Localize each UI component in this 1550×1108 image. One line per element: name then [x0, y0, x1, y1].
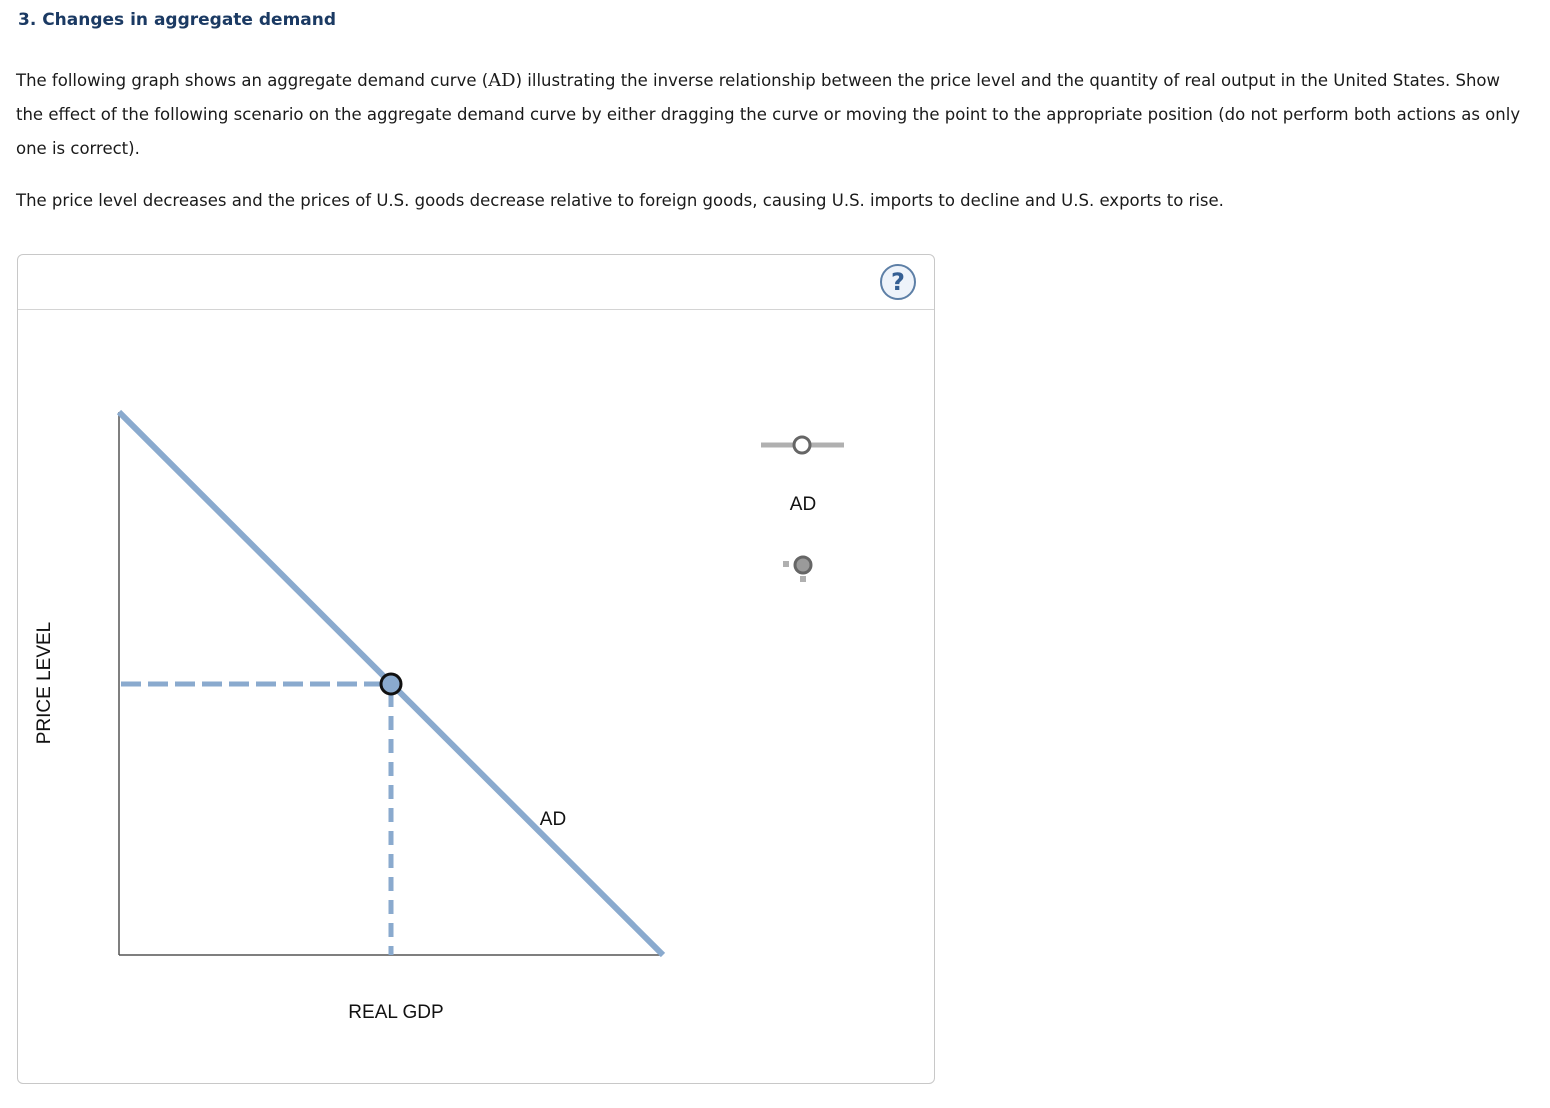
- scenario-text: The price level decreases and the prices of U.S. goods decrease relative to foreign goods, causing U.S. imports to decline and U.S. exports to rise.: [16, 191, 1224, 210]
- palette-point-icon-vdash: [800, 576, 806, 582]
- ad-curve-label: AD: [539, 809, 567, 830]
- palette-point-icon-dot: [795, 557, 811, 573]
- help-button[interactable]: ?: [880, 264, 916, 300]
- graph-canvas[interactable]: [18, 255, 936, 1085]
- x-axis-label: REAL GDP: [348, 1002, 444, 1023]
- question-intro: [16, 64, 1531, 166]
- equilibrium-point[interactable]: [381, 674, 401, 694]
- intro-text-part1: The following graph shows an aggregate demand curve (: [16, 71, 489, 90]
- intro-ad-symbol: AD: [488, 70, 516, 91]
- graph-panel: [17, 254, 935, 1084]
- palette-point-tool[interactable]: [783, 557, 811, 582]
- palette-curve-icon-handle: [794, 437, 810, 453]
- question-title: 3. Changes in aggregate demand: [18, 10, 337, 30]
- intro-text-part2: ) illustrating the inverse relationship between the price level and the quantity of real output in the United States. Show the effect of the following scenario on the aggregate demand curve by either dragging the curve or moving the point to the appropriate position (do not perform both actions as only one is correct).: [16, 71, 1521, 158]
- y-axis-label: PRICE LEVEL: [34, 621, 55, 745]
- palette-ad-label: AD: [789, 494, 817, 515]
- palette-ad-curve-tool[interactable]: [761, 437, 844, 453]
- palette-point-icon-hdash: [783, 561, 789, 567]
